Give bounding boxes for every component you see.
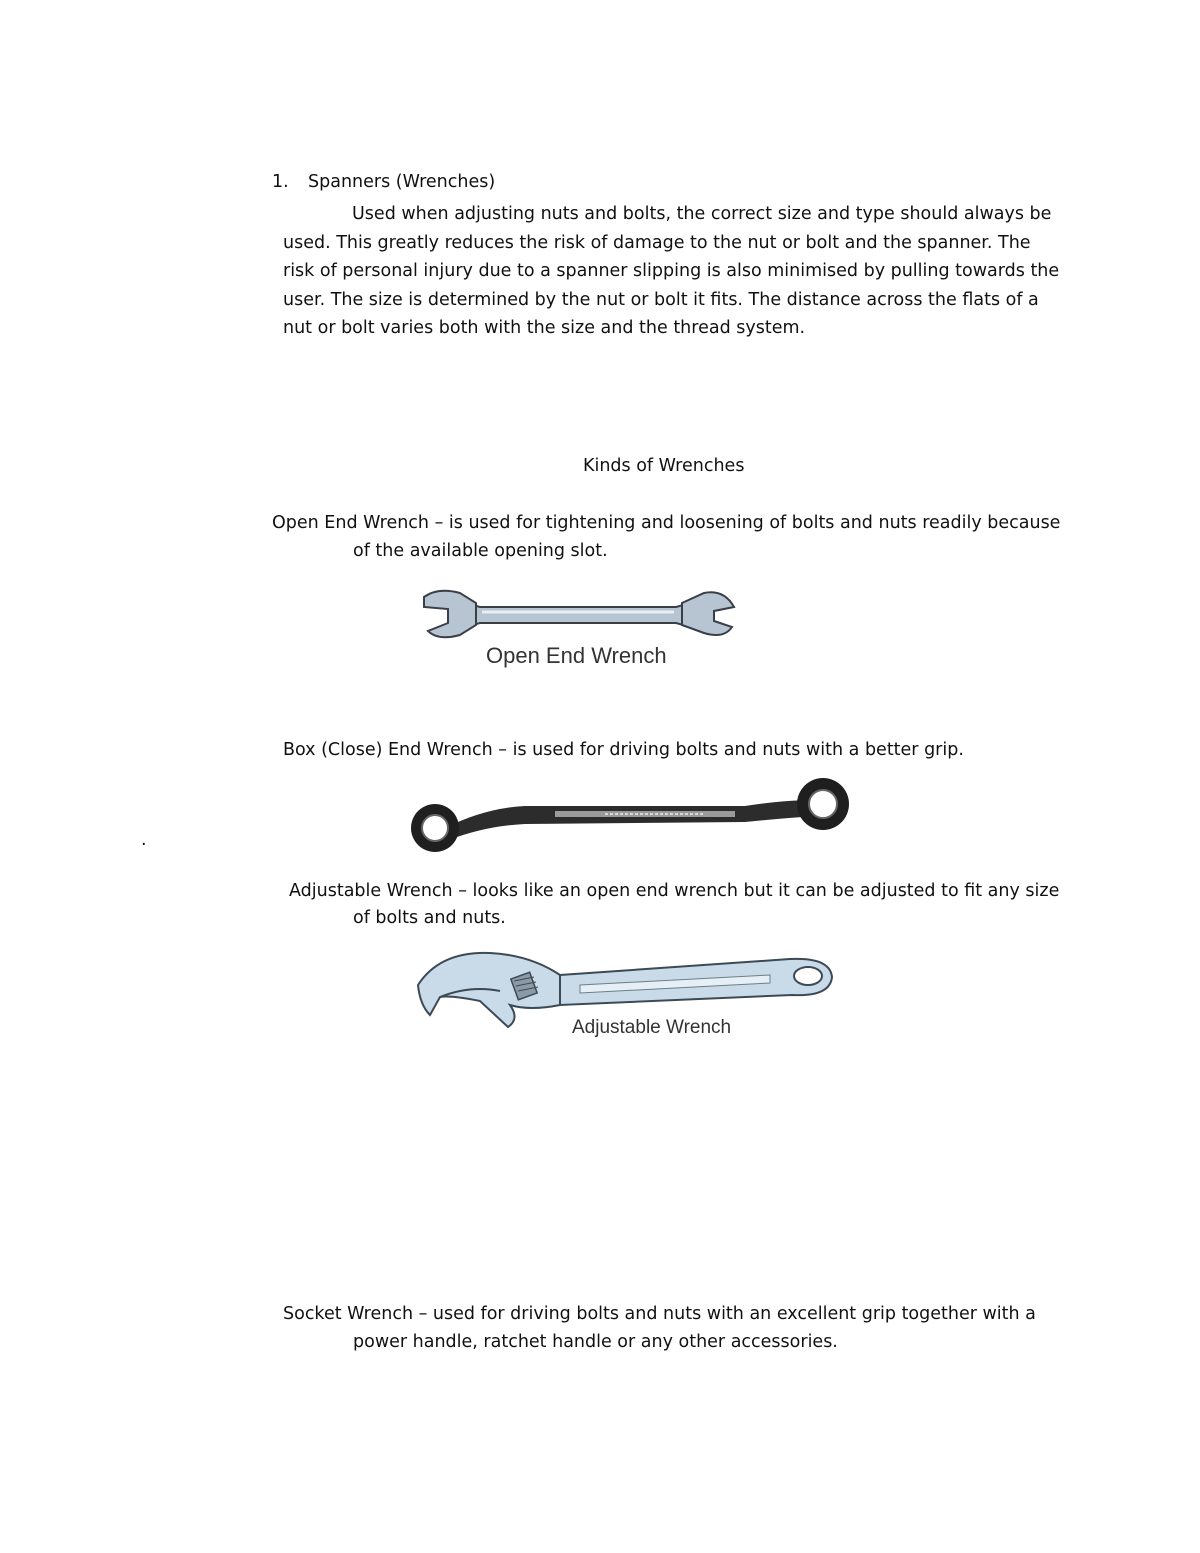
intro-line: Used when adjusting nuts and bolts, the correct size and type should always be: [352, 204, 1052, 224]
open-end-wrench-caption: Open End Wrench: [486, 643, 667, 668]
intro-paragraph: [283, 200, 1083, 343]
kinds-title: Kinds of Wrenches: [583, 456, 745, 476]
adjustable-wrench-image: [410, 945, 840, 1045]
box-end-wrench-desc: Box (Close) End Wrench – is used for driving bolts and nuts with a better grip.: [283, 740, 964, 760]
open-end-wrench-desc-cont: of the available opening slot.: [353, 541, 608, 561]
box-end-wrench-image: [405, 778, 855, 856]
section-heading: Spanners (Wrenches): [308, 172, 496, 192]
list-number: 1.: [272, 172, 289, 192]
intro-line: user. The size is determined by the nut or bolt it fits. The distance across the flats of a: [283, 289, 1039, 310]
open-end-wrench-desc: Open End Wrench – is used for tightening and loosening of bolts and nuts readily because: [272, 513, 1061, 533]
stray-period: .: [141, 830, 147, 850]
open-end-wrench-image: [418, 585, 740, 675]
adjustable-wrench-caption: Adjustable Wrench: [572, 1017, 732, 1038]
socket-wrench-desc-cont: power handle, ratchet handle or any other accessories.: [353, 1332, 838, 1352]
adjustable-wrench-desc: Adjustable Wrench – looks like an open end wrench but it can be adjusted to fit any size: [289, 881, 1060, 901]
intro-line: nut or bolt varies both with the size and the thread system.: [283, 318, 806, 338]
intro-line: risk of personal injury due to a spanner slipping is also minimised by pulling towards the: [283, 261, 1060, 281]
socket-wrench-desc: Socket Wrench – used for driving bolts and nuts with an excellent grip together with a: [283, 1304, 1036, 1324]
intro-line: used. This greatly reduces the risk of damage to the nut or bolt and the spanner. The: [283, 232, 1031, 253]
adjustable-wrench-desc-cont: of bolts and nuts.: [353, 908, 506, 928]
